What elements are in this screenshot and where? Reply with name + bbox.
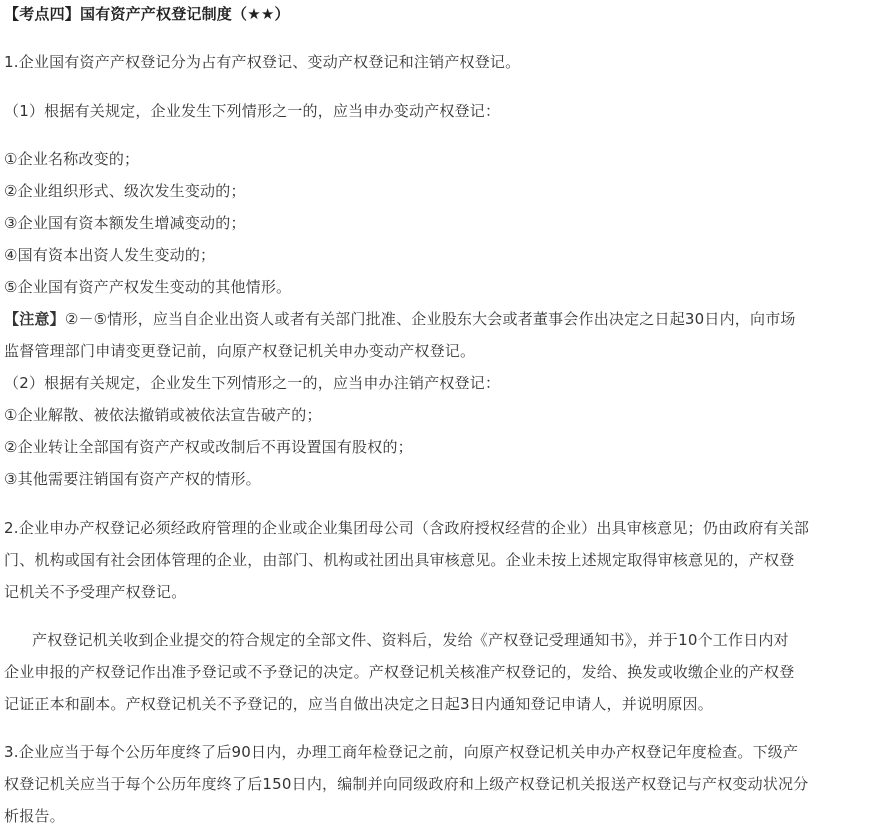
section2-para1-line3: 记机关不予受理产权登记。: [4, 583, 187, 601]
change-item-5: ⑤企业国有资产产权发生变动的其他情形。: [4, 278, 292, 296]
note-text-line1: ②－⑤情形，应当自企业出资人或者有关部门批准、企业股东大会或者董事会作出决定之日起30日内，向市场: [64, 310, 796, 328]
section3-line1: 3.企业应当于每个公历年度终了后90日内，办理工商年检登记之前，向原产权登记机关申办产权登记年度检查。下级产: [4, 743, 799, 761]
cancel-heading: （2）根据有关规定，企业发生下列情形之一的，应当申办注销产权登记：: [4, 374, 501, 392]
change-item-4: ④国有资本出资人发生变动的；: [4, 246, 216, 264]
note-text-line2: 监督管理部门申请变更登记前，向原产权登记机关申办变动产权登记。: [4, 342, 476, 360]
page-title: 【考点四】国有资产产权登记制度（★★）: [4, 5, 290, 23]
cancel-item-2: ②企业转让全部国有资产产权或改制后不再设置国有股权的；: [4, 438, 413, 456]
section2-para2-line3: 记证正本和副本。产权登记机关不予登记的，应当自做出决定之日起3日内通知登记申请人，并说明原因。: [4, 695, 713, 713]
change-note: [4, 309, 796, 329]
section2-para1-line2: 门、机构或国有社会团体管理的企业，由部门、机构或社团出具审核意见。企业未按上述规定取得审核意见的，产权登: [4, 551, 795, 569]
section2-para1-line1: 2.企业申办产权登记必须经政府管理的企业或企业集团母公司（含政府授权经营的企业）出具审核意见；仍由政府有关部: [4, 519, 810, 537]
section2-para2-line2: 企业申报的产权登记作出准予登记或不予登记的决定。产权登记机关核准产权登记的，发给、换发或收缴企业的产权登: [4, 663, 795, 681]
change-item-1: ①企业名称改变的；: [4, 150, 140, 168]
note-label: 【注意】: [4, 310, 65, 328]
cancel-item-1: ①企业解散、被依法撤销或被依法宣告破产的；: [4, 406, 322, 424]
change-heading: （1）根据有关规定，企业发生下列情形之一的，应当申办变动产权登记：: [4, 102, 501, 120]
section3-line2: 权登记机关应当于每个公历年度终了后150日内，编制并向同级政府和上级产权登记机关报送产权登记与产权变动状况分: [4, 775, 809, 793]
section2-para2-line1: 产权登记机关收到企业提交的符合规定的全部文件、资料后，发给《产权登记受理通知书》，并于10个工作日内对: [32, 631, 789, 649]
cancel-item-3: ③其他需要注销国有资产产权的情形。: [4, 470, 261, 488]
change-item-3: ③企业国有资本额发生增减变动的；: [4, 214, 246, 232]
section1-intro: 1.企业国有资产产权登记分为占有产权登记、变动产权登记和注销产权登记。: [4, 53, 521, 71]
section3-line3: 析报告。: [4, 807, 65, 825]
change-item-2: ②企业组织形式、级次发生变动的；: [4, 182, 246, 200]
